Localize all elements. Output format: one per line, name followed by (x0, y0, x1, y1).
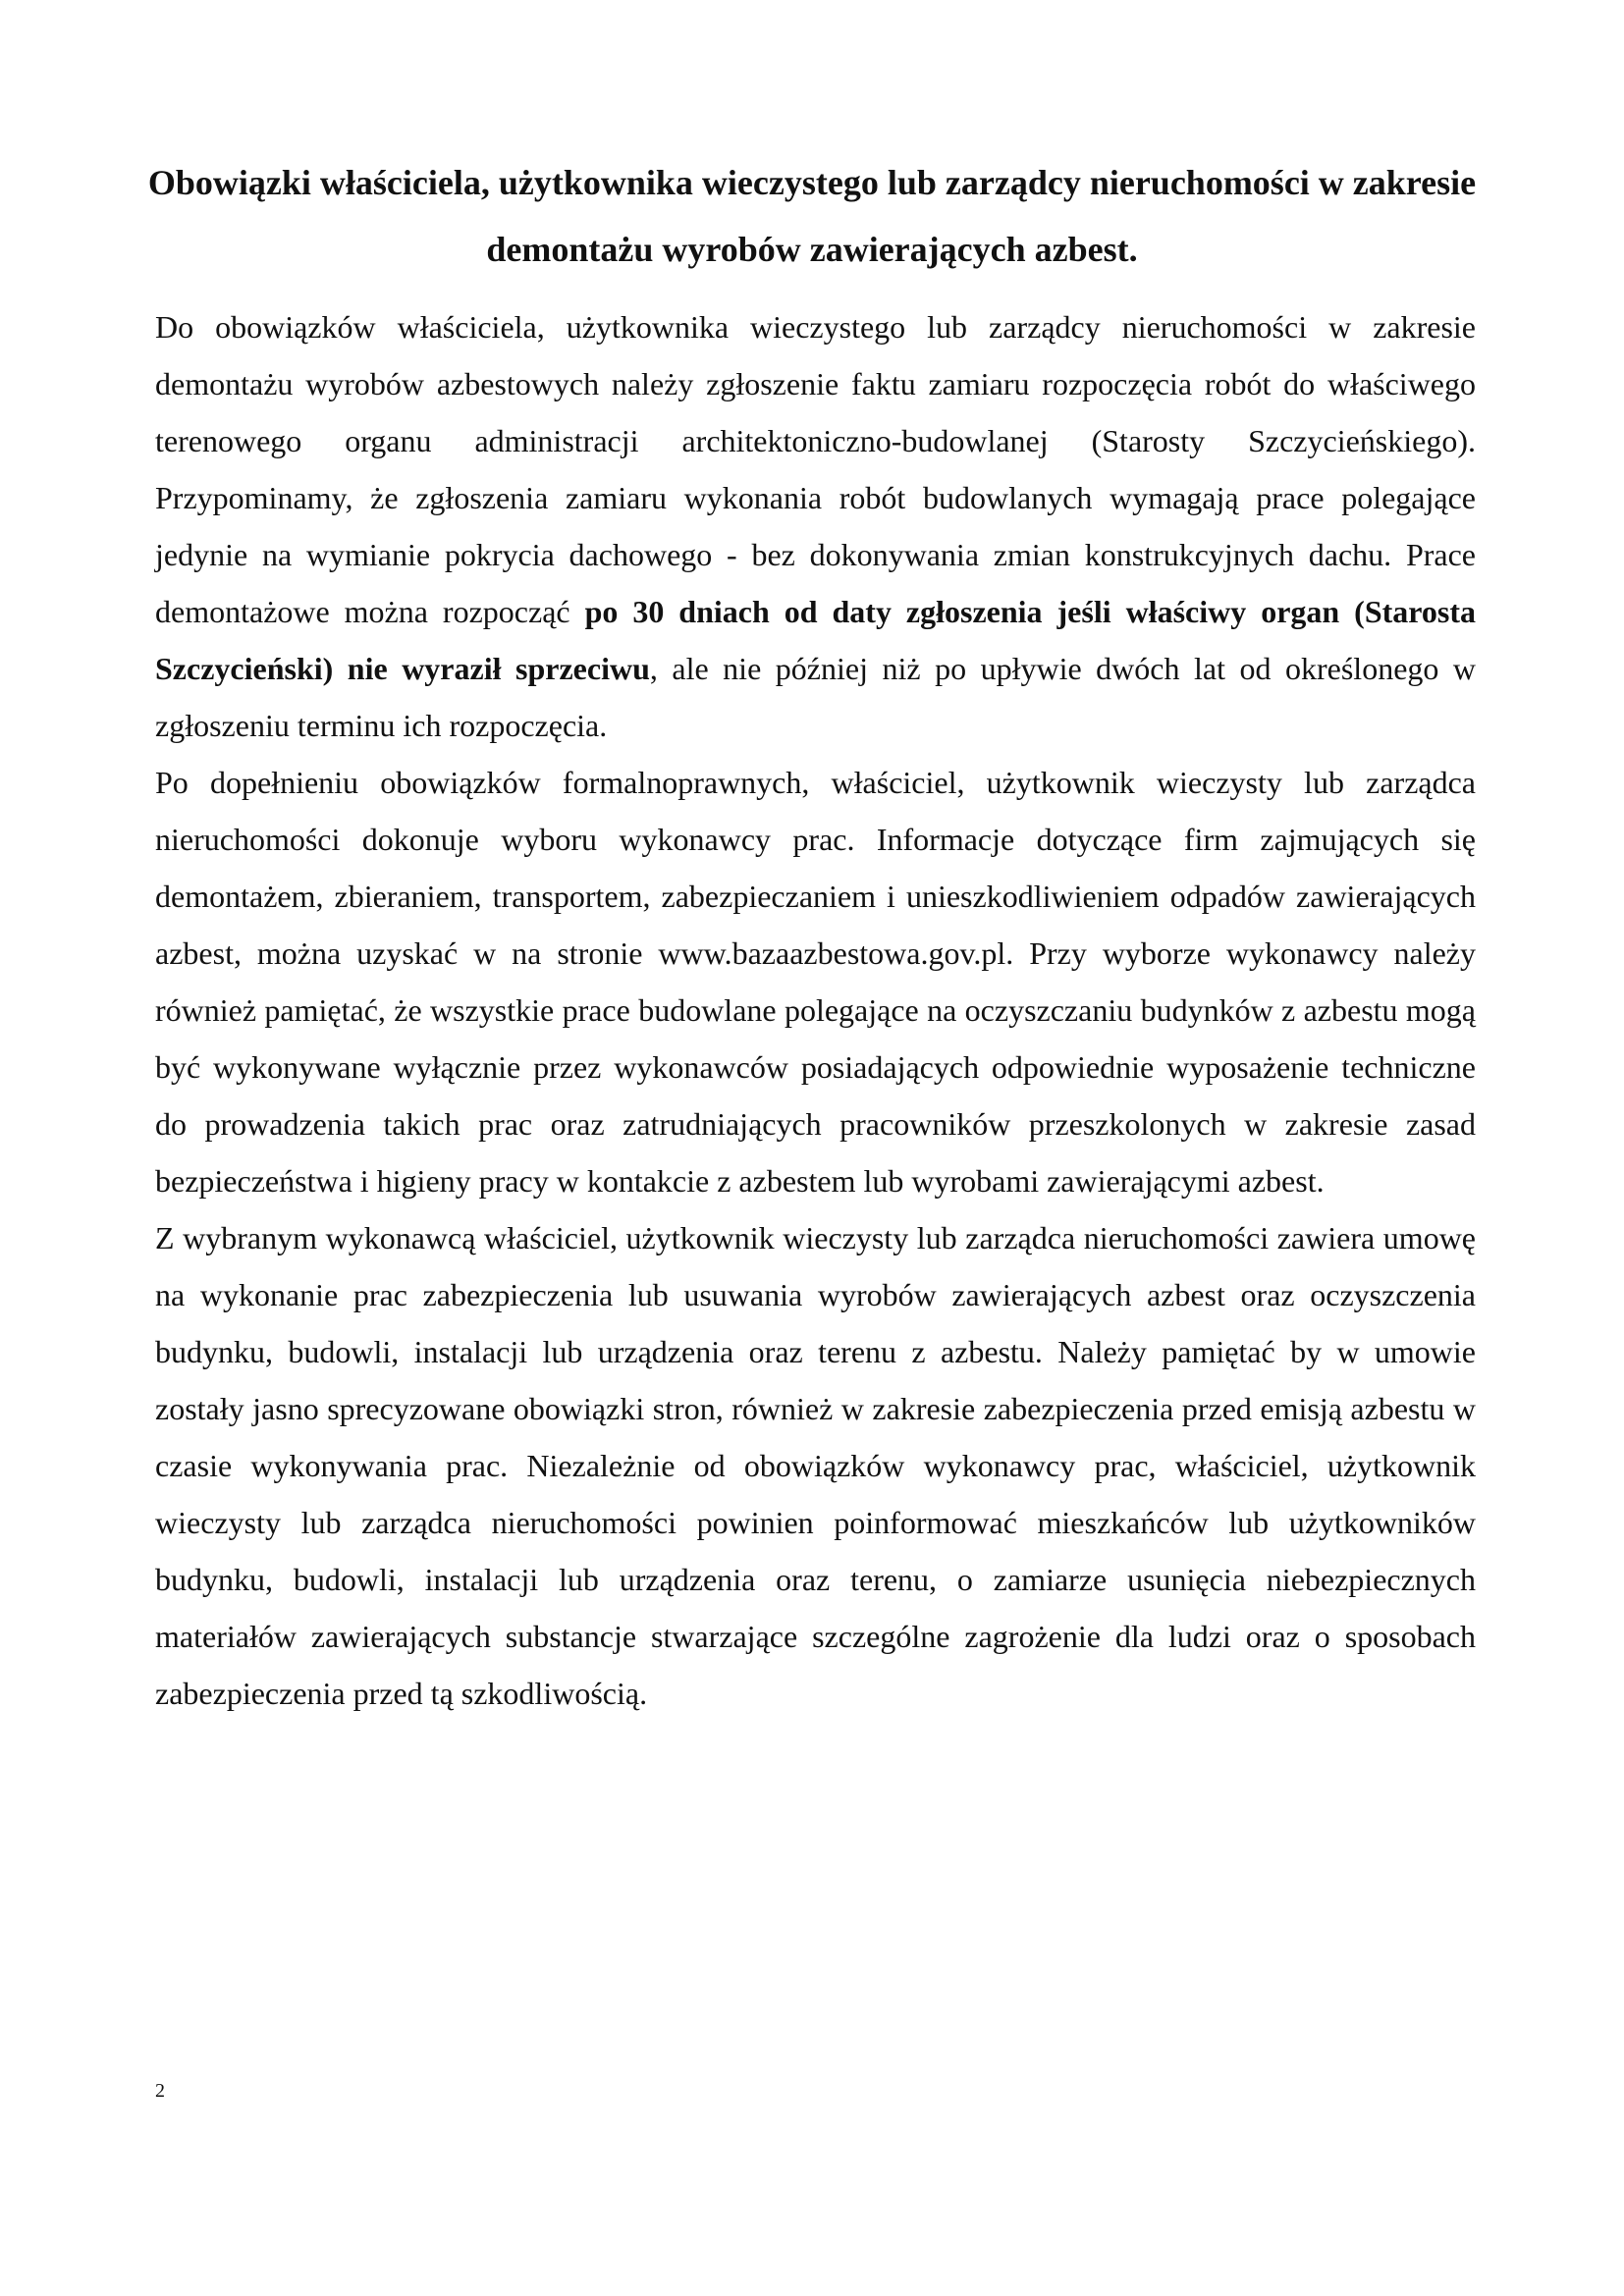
document-body (155, 298, 1476, 1722)
page-number: 2 (155, 2080, 165, 2102)
paragraph-2 (155, 754, 1476, 1209)
paragraph-1-text-b: , ale nie później niż po upływie dwóch lat od określonego w zgłoszeniu terminu ich rozpoczęcia. (155, 651, 1477, 743)
paragraph-1-bold-text: po 30 dniach od daty zgłoszenia jeśli właściwy organ (Starosta Szczycieński) nie wyraził sprzeciwu (155, 594, 1476, 686)
paragraph-1 (155, 298, 1476, 754)
paragraph-2-text: Po dopełnieniu obowiązków formalnoprawnych, właściciel, użytkownik wieczysty lub zarządca nieruchomości dokonuje wyboru wykonawcy prac. Informacje dotyczące firm zajmujących się demontażem, zbieraniem, transportem, zabezpieczaniem i unieszkodliwieniem odpadów zawierających azbest, można uzyskać w na stronie www.bazaazbestowa.gov.pl. Przy wyborze wykonawcy należy również pamiętać, że wszystkie prace budowlane polegające na oczyszczaniu budynków z azbestu mogą być wykonywane wyłącznie przez wykonawców posiadających odpowiednie wyposażenie techniczne do prowadzenia takich prac oraz zatrudniających pracowników przeszkolonych w zakresie zasad bezpieczeństwa i higieny pracy w kontakcie z azbestem lub wyrobami zawierającymi azbest. (155, 765, 1476, 1199)
paragraph-3-text: Z wybranym wykonawcą właściciel, użytkownik wieczysty lub zarządca nieruchomości zawiera umowę na wykonanie prac zabezpieczenia lub usuwania wyrobów zawierających azbest oraz oczyszczenia budynku, budowli, instalacji lub urządzenia oraz terenu z azbestu. Należy pamiętać by w umowie zostały jasno sprecyzowane obowiązki stron, również w zakresie zabezpieczenia przed emisją azbestu w czasie wykonywania prac. Niezależnie od obowiązków wykonawcy prac, właściciel, użytkownik wieczysty lub zarządca nieruchomości powinien poinformować mieszkańców lub użytkowników budynku, budowli, instalacji lub urządzenia oraz terenu, o zamiarze usunięcia niebezpiecznych materiałów zawierających substancje stwarzające szczególne zagrożenie dla ludzi oraz o sposobach zabezpieczenia przed tą szkodliwością. (155, 1220, 1476, 1711)
paragraph-3 (155, 1209, 1476, 1722)
paragraph-1-text-a: Do obowiązków właściciela, użytkownika wieczystego lub zarządcy nieruchomości w zakresie demontażu wyrobów azbestowych należy zgłoszenie faktu zamiaru rozpoczęcia robót do właściwego terenowego organu administracji architektoniczno-budowlanej (Starosty Szczycieńskiego). Przypominamy, że zgłoszenia zamiaru wykonania robót budowlanych wymagają prace polegające jedynie na wymianie pokrycia dachowego - bez dokonywania zmian konstrukcyjnych dachu. Prace demontażowe można rozpocząć (155, 309, 1476, 629)
page-title: Obowiązki właściciela, użytkownika wieczystego lub zarządcy nieruchomości w zakresie demontażu wyrobów zawierających azbest. (147, 163, 1477, 269)
